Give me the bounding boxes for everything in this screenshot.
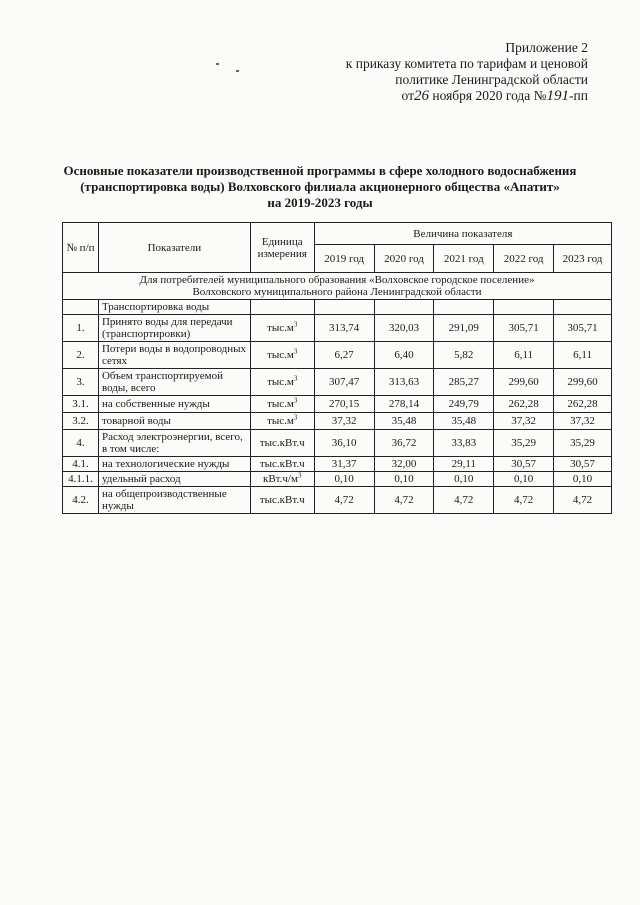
order-suffix: -пп <box>569 88 588 103</box>
title-line-3: на 2019-2023 годы <box>267 195 373 210</box>
row-unit <box>250 369 314 396</box>
unit-exponent: 3 <box>293 374 298 383</box>
row-value: 249,79 <box>434 396 494 413</box>
row-value: 37,32 <box>494 413 554 430</box>
unit-exponent: 3 <box>293 396 298 405</box>
row-value: 299,60 <box>494 369 554 396</box>
date-prefix: от <box>401 88 414 103</box>
row-value: 291,09 <box>434 315 494 342</box>
appendix-committee: политике Ленинградской области <box>395 72 588 87</box>
row-value: 0,10 <box>434 472 494 487</box>
unit-exponent: 3 <box>293 347 298 356</box>
unit-exponent: 3 <box>293 320 298 329</box>
row-value: 307,47 <box>314 369 374 396</box>
row-value: 4,72 <box>314 487 374 514</box>
section-empty-cell <box>434 300 494 315</box>
table-row <box>63 315 612 342</box>
row-value: 278,14 <box>374 396 434 413</box>
header-year: 2019 год <box>314 245 374 273</box>
row-value: 0,10 <box>554 472 612 487</box>
appendix-header <box>346 40 588 104</box>
row-value: 285,27 <box>434 369 494 396</box>
row-value: 313,63 <box>374 369 434 396</box>
row-num: 3.1. <box>63 396 99 413</box>
unit-text: тыс.м <box>267 415 294 427</box>
row-num: 4. <box>63 430 99 457</box>
row-unit <box>250 487 314 514</box>
row-value: 29,11 <box>434 457 494 472</box>
unit-exponent: 3 <box>297 471 302 480</box>
unit-text: тыс.м <box>267 376 294 388</box>
row-value: 6,27 <box>314 342 374 369</box>
row-unit <box>250 315 314 342</box>
header-year: 2022 год <box>494 245 554 273</box>
row-indicator: товарной воды <box>98 413 250 430</box>
indicators-table <box>62 222 612 514</box>
unit-text: тыс.м <box>267 349 294 361</box>
appendix-date-line <box>346 88 588 104</box>
row-value: 35,48 <box>434 413 494 430</box>
row-num: 4.1.1. <box>63 472 99 487</box>
appendix-order-ref: к приказу комитета по тарифам и ценовой <box>345 56 588 71</box>
table-row <box>63 430 612 457</box>
header-year: 2023 год <box>554 245 612 273</box>
header-num: № п/п <box>63 223 99 273</box>
row-value: 6,11 <box>494 342 554 369</box>
row-num: 3.2. <box>63 413 99 430</box>
unit-text: тыс.кВт.ч <box>259 494 305 506</box>
row-value: 4,72 <box>494 487 554 514</box>
row-value: 33,83 <box>434 430 494 457</box>
consumers-line-1: Для потребителей муниципального образования «Волховское городское поселение» <box>139 274 535 286</box>
row-num: 4.2. <box>63 487 99 514</box>
appendix-title: Приложение 2 <box>505 40 588 55</box>
row-num: 4.1. <box>63 457 99 472</box>
scan-speck <box>216 63 219 65</box>
table-row <box>63 472 612 487</box>
table-row <box>63 487 612 514</box>
row-unit <box>250 457 314 472</box>
row-unit <box>250 430 314 457</box>
row-value: 35,29 <box>554 430 612 457</box>
consumers-line-2: Волховского муниципального района Ленинградской области <box>192 286 482 298</box>
unit-exponent: 3 <box>293 413 298 422</box>
row-indicator: Потери воды в водопроводных сетях <box>98 342 250 369</box>
header-unit: Единица измерения <box>250 223 314 273</box>
row-value: 31,37 <box>314 457 374 472</box>
unit-text: тыс.кВт.ч <box>259 437 305 449</box>
row-unit <box>250 472 314 487</box>
order-number: 191 <box>546 88 570 104</box>
row-value: 313,74 <box>314 315 374 342</box>
row-value: 6,40 <box>374 342 434 369</box>
row-value: 5,82 <box>434 342 494 369</box>
row-unit <box>250 342 314 369</box>
table-row <box>63 342 612 369</box>
row-unit <box>250 413 314 430</box>
row-indicator: Объем транспортируемой воды, всего <box>98 369 250 396</box>
unit-text: тыс.кВт.ч <box>259 458 305 470</box>
row-value: 4,72 <box>554 487 612 514</box>
date-day: 26 <box>413 88 429 104</box>
row-value: 37,32 <box>554 413 612 430</box>
row-value: 36,10 <box>314 430 374 457</box>
row-value: 305,71 <box>494 315 554 342</box>
row-value: 35,48 <box>374 413 434 430</box>
row-num: 3. <box>63 369 99 396</box>
row-value: 0,10 <box>314 472 374 487</box>
row-value: 32,00 <box>374 457 434 472</box>
title-line-2: (транспортировка воды) Волховского филиала акционерного общества «Апатит» <box>80 179 560 194</box>
row-unit <box>250 396 314 413</box>
section-empty-cell <box>374 300 434 315</box>
table-body <box>63 315 612 514</box>
row-indicator: Принято воды для передачи (транспортировки) <box>98 315 250 342</box>
table-row <box>63 457 612 472</box>
row-num: 2. <box>63 342 99 369</box>
table-row <box>63 369 612 396</box>
section-empty-cell <box>554 300 612 315</box>
unit-text: тыс.м <box>267 398 294 410</box>
row-value: 262,28 <box>554 396 612 413</box>
document-title <box>0 163 640 211</box>
unit-text: кВт.ч/м <box>262 473 298 485</box>
row-value: 4,72 <box>434 487 494 514</box>
row-value: 30,57 <box>554 457 612 472</box>
header-year: 2020 год <box>374 245 434 273</box>
row-value: 4,72 <box>374 487 434 514</box>
unit-text: тыс.м <box>267 322 294 334</box>
row-value: 305,71 <box>554 315 612 342</box>
header-value-group: Величина показателя <box>314 223 611 245</box>
scan-speck <box>236 70 239 72</box>
consumers-row <box>63 273 612 300</box>
section-empty-cell <box>494 300 554 315</box>
row-value: 35,29 <box>494 430 554 457</box>
section-num-cell <box>63 300 99 315</box>
header-year: 2021 год <box>434 245 494 273</box>
row-value: 0,10 <box>494 472 554 487</box>
row-indicator: на общепроизводственные нужды <box>98 487 250 514</box>
row-value: 36,72 <box>374 430 434 457</box>
row-value: 30,57 <box>494 457 554 472</box>
row-value: 37,32 <box>314 413 374 430</box>
row-num: 1. <box>63 315 99 342</box>
header-indicators: Показатели <box>98 223 250 273</box>
row-value: 262,28 <box>494 396 554 413</box>
row-indicator: удельный расход <box>98 472 250 487</box>
table-row <box>63 396 612 413</box>
section-empty-cell <box>314 300 374 315</box>
section-label: Транспортировка воды <box>98 300 250 315</box>
row-indicator: на собственные нужды <box>98 396 250 413</box>
row-indicator: Расход электроэнергии, всего, в том числе: <box>98 430 250 457</box>
row-value: 6,11 <box>554 342 612 369</box>
row-indicator: на технологические нужды <box>98 457 250 472</box>
title-line-1: Основные показатели производственной программы в сфере холодного водоснабжения <box>63 163 577 178</box>
row-value: 270,15 <box>314 396 374 413</box>
row-value: 320,03 <box>374 315 434 342</box>
table-row <box>63 413 612 430</box>
section-empty-cell <box>250 300 314 315</box>
row-value: 0,10 <box>374 472 434 487</box>
row-value: 299,60 <box>554 369 612 396</box>
date-middle: ноября 2020 года № <box>432 88 547 103</box>
